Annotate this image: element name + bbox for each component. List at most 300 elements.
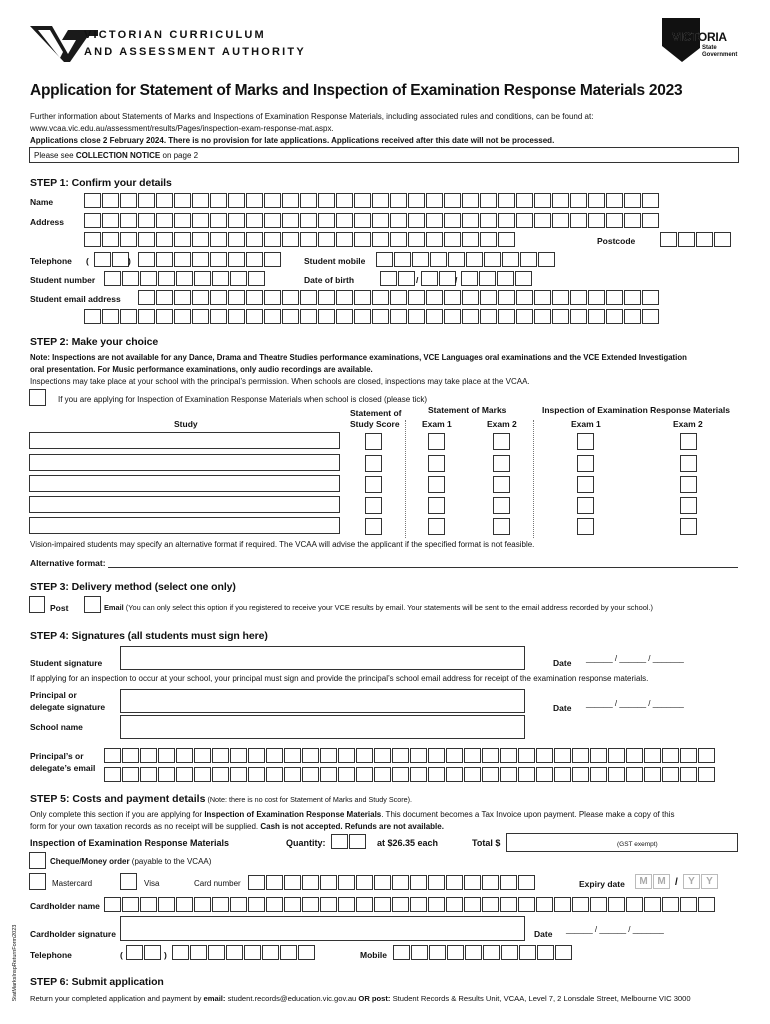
char-cell[interactable] [429,945,446,960]
char-cell[interactable] [264,213,281,228]
char-cell[interactable] [392,748,409,763]
char-cell[interactable] [374,748,391,763]
char-cell[interactable] [244,945,261,960]
char-cell[interactable] [156,290,173,305]
char-cell[interactable] [318,309,335,324]
char-cell[interactable] [394,252,411,267]
card-number-cells[interactable] [248,875,536,890]
char-cell[interactable] [228,193,245,208]
student-email-cells-2[interactable] [84,309,660,324]
char-cell[interactable] [338,875,355,890]
char-cell[interactable] [349,834,366,849]
char-cell[interactable] [120,309,137,324]
char-cell[interactable] [411,945,428,960]
char-cell[interactable] [552,309,569,324]
char-cell[interactable] [498,193,515,208]
alt-format-line[interactable] [108,567,738,568]
char-cell[interactable] [462,290,479,305]
char-cell[interactable] [446,875,463,890]
char-cell[interactable] [210,309,227,324]
study-option-checkbox[interactable] [428,476,445,493]
char-cell[interactable] [426,232,443,247]
char-cell[interactable] [538,252,555,267]
student-email-cells-1[interactable] [138,290,660,305]
study-option-checkbox[interactable] [365,455,382,472]
char-cell[interactable] [262,945,279,960]
char-cell[interactable] [372,290,389,305]
char-cell[interactable] [662,748,679,763]
cheque-checkbox[interactable] [29,852,46,869]
char-cell[interactable] [284,897,301,912]
tel2-cells[interactable] [172,945,316,960]
char-cell[interactable] [444,290,461,305]
char-cell[interactable] [446,767,463,782]
char-cell[interactable] [448,252,465,267]
char-cell[interactable] [156,193,173,208]
char-cell[interactable] [194,271,211,286]
char-cell[interactable] [410,875,427,890]
char-cell[interactable] [138,232,155,247]
char-cell[interactable] [698,897,715,912]
char-cell[interactable] [230,748,247,763]
char-cell[interactable] [518,767,535,782]
char-cell[interactable] [138,252,155,267]
student-mobile-cells[interactable] [376,252,556,267]
char-cell[interactable] [518,897,535,912]
char-cell[interactable] [626,767,643,782]
study-option-checkbox[interactable] [577,497,594,514]
char-cell[interactable] [642,290,659,305]
char-cell[interactable] [608,748,625,763]
char-cell[interactable] [230,767,247,782]
char-cell[interactable] [590,748,607,763]
char-cell[interactable] [104,271,121,286]
study-option-checkbox[interactable] [577,433,594,450]
char-cell[interactable] [192,193,209,208]
char-cell[interactable] [176,271,193,286]
char-cell[interactable] [190,945,207,960]
char-cell[interactable] [248,271,265,286]
char-cell[interactable] [464,748,481,763]
char-cell[interactable] [642,309,659,324]
char-cell[interactable] [642,193,659,208]
char-cell[interactable] [376,252,393,267]
char-cell[interactable] [608,767,625,782]
char-cell[interactable] [318,232,335,247]
char-cell[interactable] [501,945,518,960]
char-cell[interactable] [264,193,281,208]
char-cell[interactable] [264,309,281,324]
mobile-cells[interactable] [393,945,573,960]
char-cell[interactable] [446,897,463,912]
char-cell[interactable] [354,232,371,247]
char-cell[interactable] [552,193,569,208]
char-cell[interactable] [354,290,371,305]
char-cell[interactable] [554,897,571,912]
expiry-year[interactable] [683,874,718,889]
char-cell[interactable] [156,252,173,267]
char-cell[interactable] [480,232,497,247]
char-cell[interactable] [606,309,623,324]
study-option-checkbox[interactable] [428,433,445,450]
char-cell[interactable] [176,897,193,912]
char-cell[interactable] [158,748,175,763]
char-cell[interactable] [680,767,697,782]
study-option-checkbox[interactable] [493,518,510,535]
char-cell[interactable] [534,193,551,208]
char-cell[interactable] [266,875,283,890]
char-cell[interactable] [338,748,355,763]
char-cell[interactable] [356,748,373,763]
char-cell[interactable] [498,232,515,247]
char-cell[interactable] [192,252,209,267]
char-cell[interactable] [226,945,243,960]
char-cell[interactable] [210,232,227,247]
char-cell[interactable] [498,290,515,305]
char-cell[interactable] [354,193,371,208]
study-option-checkbox[interactable] [493,497,510,514]
char-cell[interactable] [444,213,461,228]
study-input[interactable] [29,454,340,471]
char-cell[interactable] [320,767,337,782]
char-cell[interactable] [246,232,263,247]
char-cell[interactable] [662,767,679,782]
char-cell[interactable] [500,897,517,912]
study-option-checkbox[interactable] [680,518,697,535]
char-cell[interactable] [572,897,589,912]
principal-signature-box[interactable] [120,689,525,713]
char-cell[interactable] [302,767,319,782]
char-cell[interactable] [588,213,605,228]
char-cell[interactable] [300,232,317,247]
char-cell[interactable] [248,875,265,890]
char-cell[interactable] [282,290,299,305]
char-cell[interactable] [520,252,537,267]
char-cell[interactable] [554,767,571,782]
char-cell[interactable] [430,252,447,267]
char-cell[interactable] [120,232,137,247]
char-cell[interactable] [102,213,119,228]
char-cell[interactable] [282,193,299,208]
principal-email-cells-1[interactable] [104,748,716,763]
char-cell[interactable] [428,748,445,763]
char-cell[interactable] [410,897,427,912]
char-cell[interactable] [246,309,263,324]
char-cell[interactable] [536,767,553,782]
study-option-checkbox[interactable] [680,497,697,514]
char-cell[interactable] [264,232,281,247]
char-cell[interactable] [426,309,443,324]
char-cell[interactable] [318,213,335,228]
visa-checkbox[interactable] [120,873,137,890]
char-cell[interactable] [498,213,515,228]
char-cell[interactable] [570,193,587,208]
char-cell[interactable] [246,213,263,228]
char-cell[interactable] [302,748,319,763]
study-option-checkbox[interactable] [577,455,594,472]
char-cell[interactable] [212,767,229,782]
char-cell[interactable] [102,193,119,208]
char-cell[interactable] [140,767,157,782]
char-cell[interactable] [336,232,353,247]
char-cell[interactable] [374,897,391,912]
telephone-cells[interactable] [138,252,282,267]
char-cell[interactable] [480,290,497,305]
char-cell[interactable] [336,193,353,208]
char-cell[interactable] [390,309,407,324]
char-cell[interactable] [537,945,554,960]
char-cell[interactable] [122,897,139,912]
char-cell[interactable] [174,252,191,267]
char-cell[interactable] [122,767,139,782]
char-cell[interactable] [412,252,429,267]
char-cell[interactable] [156,309,173,324]
char-cell[interactable] [462,232,479,247]
study-input[interactable] [29,475,340,492]
char-cell[interactable] [84,232,101,247]
char-cell[interactable] [714,232,731,247]
study-option-checkbox[interactable] [365,433,382,450]
char-cell[interactable] [174,193,191,208]
char-cell[interactable] [248,897,265,912]
char-cell[interactable] [284,875,301,890]
study-option-checkbox[interactable] [493,433,510,450]
char-cell[interactable] [138,309,155,324]
char-cell[interactable] [230,271,247,286]
char-cell[interactable] [608,897,625,912]
char-cell[interactable] [696,232,713,247]
char-cell[interactable] [644,897,661,912]
char-cell[interactable] [444,232,461,247]
post-checkbox[interactable] [29,596,45,613]
char-cell[interactable] [300,290,317,305]
study-option-checkbox[interactable] [493,455,510,472]
char-cell[interactable] [446,748,463,763]
char-cell[interactable] [480,309,497,324]
char-cell[interactable] [680,748,697,763]
char-cell[interactable] [174,309,191,324]
char-cell[interactable] [393,945,410,960]
char-cell[interactable] [447,945,464,960]
char-cell[interactable] [246,252,263,267]
char-cell[interactable] [264,290,281,305]
char-cell[interactable] [174,232,191,247]
char-cell[interactable] [572,767,589,782]
char-cell[interactable] [408,213,425,228]
tel-area-cells[interactable] [94,252,130,267]
char-cell[interactable] [246,290,263,305]
char-cell[interactable] [112,252,129,267]
char-cell[interactable] [516,193,533,208]
char-cell[interactable] [300,309,317,324]
char-cell[interactable] [482,767,499,782]
char-cell[interactable] [536,748,553,763]
cardholder-date[interactable]: ______ / ______ / _______ [566,925,664,934]
char-cell[interactable] [516,290,533,305]
char-cell[interactable] [500,767,517,782]
char-cell[interactable] [498,309,515,324]
char-cell[interactable] [298,945,315,960]
char-cell[interactable] [282,213,299,228]
char-cell[interactable] [428,875,445,890]
char-cell[interactable] [500,875,517,890]
char-cell[interactable] [266,767,283,782]
study-option-checkbox[interactable] [577,476,594,493]
study-input[interactable] [29,517,340,534]
char-cell[interactable] [426,193,443,208]
char-cell[interactable] [518,748,535,763]
char-cell[interactable] [480,213,497,228]
char-cell[interactable] [534,309,551,324]
char-cell[interactable] [174,213,191,228]
study-input[interactable] [29,432,340,449]
char-cell[interactable] [158,767,175,782]
char-cell[interactable] [606,213,623,228]
char-cell[interactable] [570,290,587,305]
char-cell[interactable] [248,748,265,763]
cardholder-name-cells[interactable] [104,897,716,912]
char-cell[interactable] [282,309,299,324]
char-cell[interactable] [372,213,389,228]
study-option-checkbox[interactable] [680,433,697,450]
char-cell[interactable] [140,271,157,286]
char-cell[interactable] [138,193,155,208]
char-cell[interactable] [408,193,425,208]
dob-month-cells[interactable] [421,271,457,286]
char-cell[interactable] [570,213,587,228]
principal-email-cells-2[interactable] [104,767,716,782]
char-cell[interactable] [534,213,551,228]
char-cell[interactable] [392,767,409,782]
dob-day-cells[interactable] [380,271,419,286]
study-option-checkbox[interactable] [493,476,510,493]
char-cell[interactable] [300,193,317,208]
study-input[interactable] [29,496,340,513]
char-cell[interactable] [192,232,209,247]
char-cell[interactable] [390,213,407,228]
char-cell[interactable] [212,748,229,763]
char-cell[interactable] [230,897,247,912]
char-cell[interactable] [210,290,227,305]
char-cell[interactable] [372,193,389,208]
study-option-checkbox[interactable] [428,518,445,535]
student-signature-box[interactable] [120,646,525,670]
char-cell[interactable] [466,252,483,267]
char-cell[interactable] [192,309,209,324]
char-cell[interactable] [482,748,499,763]
char-cell[interactable] [482,897,499,912]
char-cell[interactable] [516,309,533,324]
char-cell[interactable] [356,875,373,890]
char-cell[interactable] [104,897,121,912]
char-cell[interactable] [246,193,263,208]
study-option-checkbox[interactable] [365,476,382,493]
char-cell[interactable] [212,271,229,286]
char-cell[interactable] [356,897,373,912]
mastercard-checkbox[interactable] [29,873,46,890]
char-cell[interactable] [138,213,155,228]
char-cell[interactable] [588,193,605,208]
char-cell[interactable] [516,213,533,228]
char-cell[interactable] [284,767,301,782]
study-option-checkbox[interactable] [365,497,382,514]
student-number-cells[interactable] [104,271,266,286]
char-cell[interactable] [462,193,479,208]
char-cell[interactable] [84,213,101,228]
expiry-year-cell-1[interactable]: Y [683,874,700,889]
char-cell[interactable] [392,875,409,890]
char-cell[interactable] [464,897,481,912]
char-cell[interactable] [398,271,415,286]
char-cell[interactable] [104,748,121,763]
char-cell[interactable] [126,945,143,960]
char-cell[interactable] [228,290,245,305]
char-cell[interactable] [660,232,677,247]
char-cell[interactable] [102,232,119,247]
char-cell[interactable] [354,309,371,324]
expiry-month[interactable] [635,874,670,889]
address-cells-1[interactable] [84,213,660,228]
char-cell[interactable] [588,290,605,305]
char-cell[interactable] [176,767,193,782]
char-cell[interactable] [500,748,517,763]
char-cell[interactable] [439,271,456,286]
char-cell[interactable] [518,875,535,890]
char-cell[interactable] [626,748,643,763]
char-cell[interactable] [122,271,139,286]
char-cell[interactable] [462,309,479,324]
char-cell[interactable] [624,290,641,305]
char-cell[interactable] [444,193,461,208]
char-cell[interactable] [624,309,641,324]
char-cell[interactable] [644,748,661,763]
study-option-checkbox[interactable] [428,497,445,514]
char-cell[interactable] [338,897,355,912]
char-cell[interactable] [140,748,157,763]
char-cell[interactable] [644,767,661,782]
char-cell[interactable] [534,290,551,305]
postcode-cells[interactable] [660,232,732,247]
char-cell[interactable] [94,252,111,267]
char-cell[interactable] [140,897,157,912]
char-cell[interactable] [336,309,353,324]
cardholder-signature-box[interactable] [120,916,525,941]
char-cell[interactable] [194,748,211,763]
char-cell[interactable] [536,897,553,912]
char-cell[interactable] [372,232,389,247]
char-cell[interactable] [662,897,679,912]
char-cell[interactable] [519,945,536,960]
char-cell[interactable] [465,945,482,960]
char-cell[interactable] [483,945,500,960]
char-cell[interactable] [626,897,643,912]
quantity-cells[interactable] [331,834,367,849]
email-checkbox[interactable] [84,596,101,613]
char-cell[interactable] [320,897,337,912]
char-cell[interactable] [428,767,445,782]
char-cell[interactable] [410,748,427,763]
char-cell[interactable] [354,213,371,228]
char-cell[interactable] [570,309,587,324]
char-cell[interactable] [462,213,479,228]
principal-date[interactable]: ______ / ______ / _______ [586,699,684,708]
dob-year-cells[interactable] [461,271,533,286]
char-cell[interactable] [426,290,443,305]
char-cell[interactable] [698,748,715,763]
char-cell[interactable] [331,834,348,849]
char-cell[interactable] [120,213,137,228]
char-cell[interactable] [590,767,607,782]
